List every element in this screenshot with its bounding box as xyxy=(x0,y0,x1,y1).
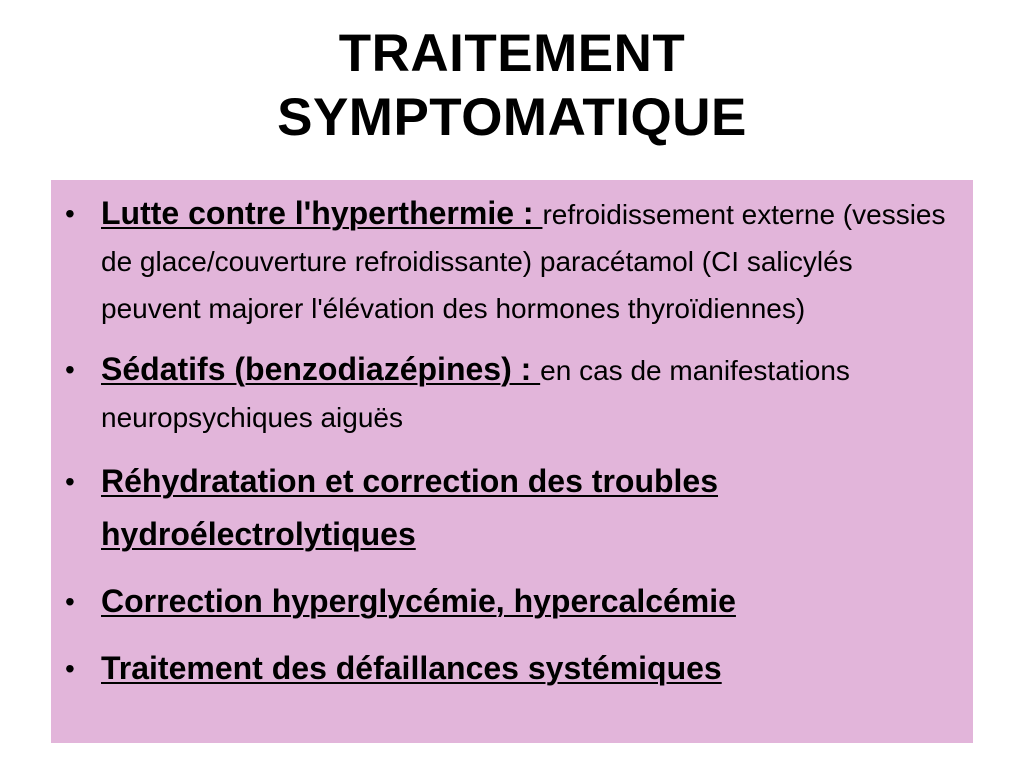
slide-title-line-1: TRAITEMENT xyxy=(338,24,686,83)
bullet-item-systemic-failure xyxy=(65,642,951,695)
bullet-item-sedatives xyxy=(65,346,951,441)
bullet-heading: Correction hyperglycémie, hypercalcémie xyxy=(101,583,736,619)
bullet-icon: • xyxy=(65,466,75,497)
bullet-heading: Réhydratation et correction des troubles hydroélectrolytiques xyxy=(101,463,719,552)
bullet-heading: Lutte contre l'hyperthermie : xyxy=(101,195,543,231)
bullet-description: refroidissement externe (vessies de glace/couverture refroidissante) paracétamol (CI salicylés peuvent majorer l'élévation des hormones thyroïdiennes) xyxy=(101,199,946,324)
bullet-icon: • xyxy=(65,198,75,229)
bullet-icon: • xyxy=(65,586,75,617)
content-box xyxy=(51,180,973,743)
bullet-heading: Traitement des défaillances systémiques xyxy=(101,650,722,686)
bullet-icon: • xyxy=(65,354,75,385)
bullet-item-hyperthermia xyxy=(65,190,951,332)
bullet-item-rehydration xyxy=(65,455,951,561)
slide-title xyxy=(0,22,1024,150)
bullet-description: en cas de manifestations neuropsychiques aiguës xyxy=(101,355,850,433)
bullet-heading: Sédatifs (benzodiazépines) : xyxy=(101,351,541,387)
slide-title-line-2: SYMPTOMATIQUE xyxy=(277,88,747,147)
bullet-list xyxy=(65,190,951,695)
bullet-icon: • xyxy=(65,653,75,684)
bullet-item-hyperglycemia xyxy=(65,575,951,628)
